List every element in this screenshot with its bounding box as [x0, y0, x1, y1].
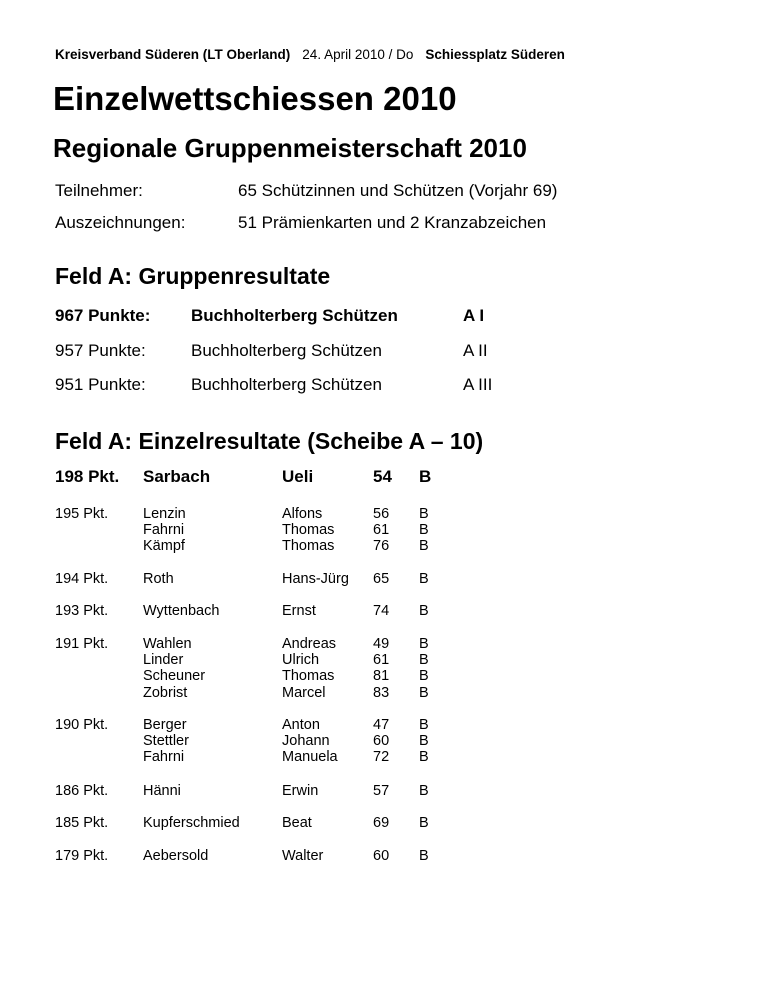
result-lastname: Fahrni [143, 749, 185, 766]
result-lastname: Berger [143, 717, 187, 733]
result-lastname: Zobrist [143, 684, 188, 701]
result-firstname: Walter [282, 848, 324, 864]
result-category: B [419, 749, 429, 766]
group-points: 957 Punkte: [55, 341, 146, 360]
result-firstname: Ulrich [282, 652, 320, 669]
group-club: Buchholterberg Schützen [191, 375, 382, 394]
result-lastname: Roth [143, 571, 174, 587]
result-lastname: Kupferschmied [143, 815, 240, 831]
result-category: B [419, 815, 429, 831]
group-points: 967 Punkte: [55, 306, 151, 325]
result-year: 54 [373, 467, 392, 486]
result-category: B [419, 506, 429, 522]
individual-results-heading: Feld A: Einzelresultate (Scheibe A – 10) [55, 428, 484, 454]
result-firstname: Johann [282, 733, 330, 750]
result-firstname: Marcel [282, 684, 326, 701]
result-points: 193 Pkt. [55, 603, 109, 619]
result-points: 191 Pkt. [55, 636, 109, 652]
result-lastname: Kämpf [143, 538, 185, 555]
page-title: Einzelwettschiessen 2010 [53, 80, 457, 117]
result-lastname: Linder [143, 652, 184, 669]
info-label: Auszeichnungen: [55, 213, 186, 232]
result-lastname: Aebersold [143, 848, 209, 864]
result-lastname: Wyttenbach [143, 603, 220, 619]
result-category: B [419, 668, 429, 685]
result-firstname: Thomas [282, 538, 335, 555]
result-year: 74 [373, 603, 390, 619]
group-points: 951 Punkte: [55, 375, 146, 394]
result-firstname: Thomas [282, 668, 335, 685]
info-row-awards [55, 213, 546, 233]
result-category: B [419, 571, 429, 587]
result-year: 60 [373, 848, 390, 864]
result-category: B [419, 733, 429, 750]
result-category: B [419, 652, 429, 669]
result-year: 61 [373, 522, 390, 539]
result-category: B [419, 848, 429, 864]
result-lastname: Lenzin [143, 506, 186, 522]
info-value: 65 Schützinnen und Schützen (Vorjahr 69) [238, 181, 558, 200]
result-category: B [419, 783, 429, 799]
result-year: 81 [373, 668, 390, 685]
page-subtitle: Regionale Gruppenmeisterschaft 2010 [53, 133, 527, 163]
result-firstname: Anton [282, 717, 320, 733]
header-place: Schiessplatz Süderen [425, 47, 565, 62]
result-firstname: Manuela [282, 749, 338, 766]
result-firstname: Ernst [282, 603, 316, 619]
result-category: B [419, 538, 429, 555]
group-id: A I [463, 306, 485, 325]
result-year: 60 [373, 733, 390, 750]
document-header [55, 47, 565, 62]
result-category: B [419, 467, 432, 486]
result-firstname: Alfons [282, 506, 323, 522]
result-points: 185 Pkt. [55, 815, 109, 831]
group-club: Buchholterberg Schützen [191, 306, 398, 325]
result-lastname: Scheuner [143, 668, 206, 685]
group-id: A II [463, 341, 488, 360]
result-lastname: Wahlen [143, 636, 192, 652]
result-points: 198 Pkt. [55, 467, 120, 486]
result-category: B [419, 603, 429, 619]
result-category: B [419, 684, 429, 701]
result-year: 69 [373, 815, 390, 831]
result-points: 195 Pkt. [55, 506, 109, 522]
result-year: 57 [373, 783, 390, 799]
info-row-participants [55, 181, 557, 201]
result-points: 194 Pkt. [55, 571, 109, 587]
result-year: 47 [373, 717, 390, 733]
result-category: B [419, 636, 429, 652]
result-year: 61 [373, 652, 390, 669]
info-value: 51 Prämienkarten und 2 Kranzabzeichen [238, 213, 547, 232]
group-results-heading: Feld A: Gruppenresultate [55, 263, 331, 289]
result-firstname: Erwin [282, 783, 319, 799]
result-year: 49 [373, 636, 390, 652]
result-year: 83 [373, 684, 390, 701]
result-firstname: Hans-Jürg [282, 571, 349, 587]
group-id: A III [463, 375, 493, 394]
result-lastname: Sarbach [143, 467, 211, 486]
header-org: Kreisverband Süderen (LT Oberland) [55, 47, 291, 62]
result-category: B [419, 522, 429, 539]
result-firstname: Beat [282, 815, 312, 831]
group-club: Buchholterberg Schützen [191, 341, 382, 360]
result-firstname: Andreas [282, 636, 337, 652]
result-lastname: Fahrni [143, 522, 185, 539]
header-date: 24. April 2010 / Do [302, 47, 414, 62]
result-lastname: Stettler [143, 733, 189, 750]
result-lastname: Hänni [143, 783, 181, 799]
result-year: 76 [373, 538, 390, 555]
result-points: 190 Pkt. [55, 717, 109, 733]
result-year: 65 [373, 571, 390, 587]
result-points: 179 Pkt. [55, 848, 109, 864]
info-label: Teilnehmer: [55, 181, 143, 200]
result-points: 186 Pkt. [55, 783, 109, 799]
result-firstname: Ueli [282, 467, 314, 486]
result-year: 72 [373, 749, 390, 766]
result-year: 56 [373, 506, 390, 522]
result-firstname: Thomas [282, 522, 335, 539]
result-category: B [419, 717, 429, 733]
